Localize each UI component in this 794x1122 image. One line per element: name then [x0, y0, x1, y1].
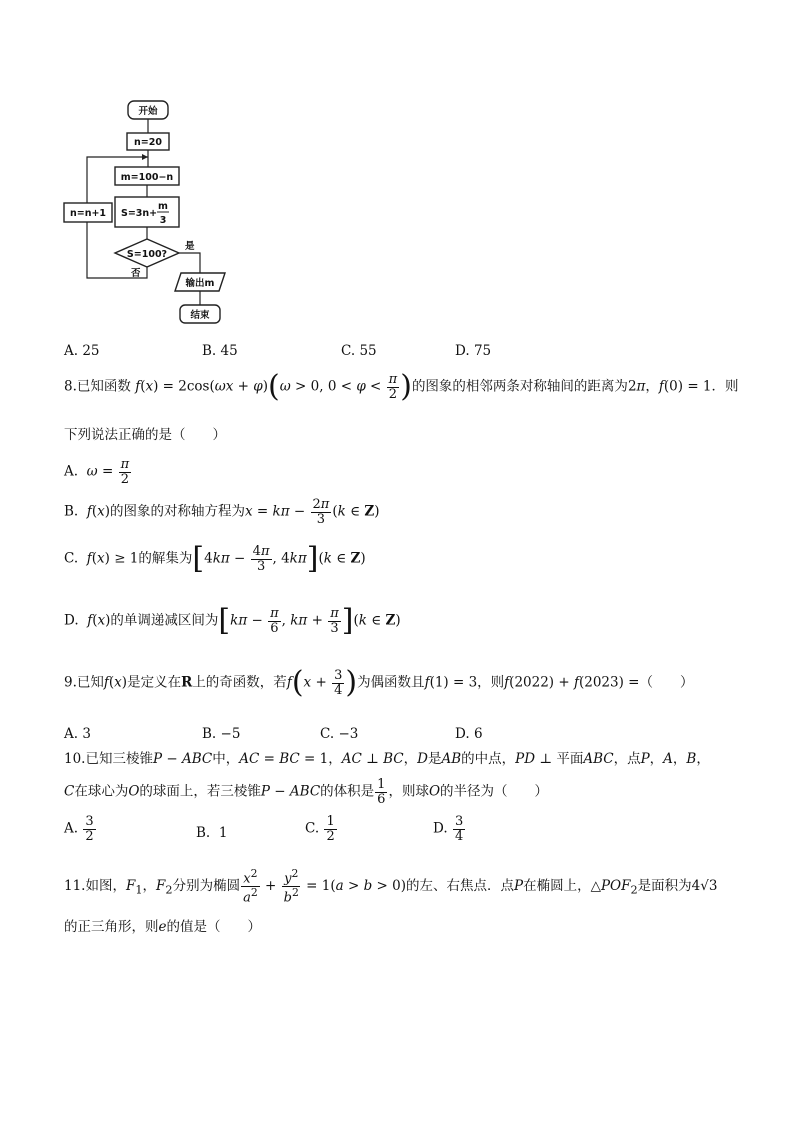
q9-option-b: B. −5 — [202, 726, 241, 742]
q8-stem-line2: 下列说法正确的是（ ） — [64, 427, 226, 443]
q8-stem-line1: 8.已知函数 f(x) = 2cos(ωx + φ)(ω > 0, 0 < φ < $\frac{\pi}{2}$ )的图象的相邻两条对称轴间的距离为2π，f(0) = 1．则 — [64, 369, 739, 404]
flowchart-output-label: 输出m — [185, 278, 215, 289]
q11-stem-line1: 11.如图，$F_1$，$F_2$分别为椭圆 $\frac{x^2}{a^2}$ + $\frac{y^2}{b^2}$ = 1(a > b > 0)的左、右焦点．点P在椭圆上，$\triangle POF_2$是面积为4√3 — [64, 867, 718, 906]
q7-option-b: B. 45 — [202, 343, 238, 359]
q10-option-a: A. $\frac{3}{2}$ — [64, 814, 94, 844]
q8-option-a: A. ω = $\frac{\pi}{2}$ — [64, 457, 130, 487]
flowchart-decision-label: S=100? — [126, 249, 168, 260]
flowchart-n-inc-label: n=n+1 — [69, 208, 107, 219]
flowchart-n-init-label: n=20 — [134, 137, 162, 148]
flowchart-no-label: 否 — [131, 268, 141, 279]
flowchart — [55, 95, 255, 330]
q8-option-d: D. f(x)的单调递减区间为[kπ − $\frac{\pi}{6}$ , kπ + $\frac{\pi}{3}$ ](k ∈ Z) — [64, 603, 401, 638]
q7-option-a: A. 25 — [64, 343, 100, 359]
q7-option-c: C. 55 — [341, 343, 377, 359]
q8-option-c: C. f(x) ≥ 1的解集为[4kπ − $\frac{4\pi}{3}$ , 4kπ](k ∈ Z) — [64, 541, 366, 576]
q9-stem: 9.已知f(x)是定义在R上的奇函数，若f(x + $\frac{3}{4}$ )为偶函数且f(1) = 3，则f(2022) + f(2023) =（ ） — [64, 665, 694, 700]
flowchart-start-label: 开始 — [138, 106, 158, 117]
q10-option-d: D. $\frac{3}{4}$ — [433, 814, 464, 844]
flowchart-s-label: S=3n+ — [121, 208, 158, 219]
flowchart-end-label: 结束 — [190, 310, 210, 321]
flowchart-m-label: m=100−n — [120, 172, 174, 183]
flowchart-s-frac-num: m — [158, 201, 168, 212]
flowchart-s-frac-den: 3 — [159, 215, 167, 226]
q10-option-b: B. 1 — [196, 825, 228, 841]
q9-option-c: C. −3 — [320, 726, 359, 742]
flowchart-yes-label: 是 — [185, 241, 195, 252]
q10-stem-line1: 10.已知三棱锥P − ABC中，AC = BC = 1，AC ⊥ BC，D是AB的中点，PD ⊥ 平面ABC，点P，A，B， — [64, 751, 710, 767]
q10-option-c: C. $\frac{1}{2}$ — [305, 814, 335, 844]
q9-option-a: A. 3 — [64, 726, 91, 742]
q9-option-d: D. 6 — [455, 726, 483, 742]
q10-stem-line2: C在球心为O的球面上，若三棱锥P − ABC的体积是 $\frac{1}{6}$ ，则球O的半径为（ ） — [64, 777, 549, 807]
q11-stem-line2: 的正三角形，则e的值是（ ） — [64, 919, 261, 935]
q8-option-b: B. f(x)的图象的对称轴方程为x = kπ − $\frac{2\pi}{3}$ (k ∈ Z) — [64, 497, 380, 527]
q7-option-d: D. 75 — [455, 343, 492, 359]
